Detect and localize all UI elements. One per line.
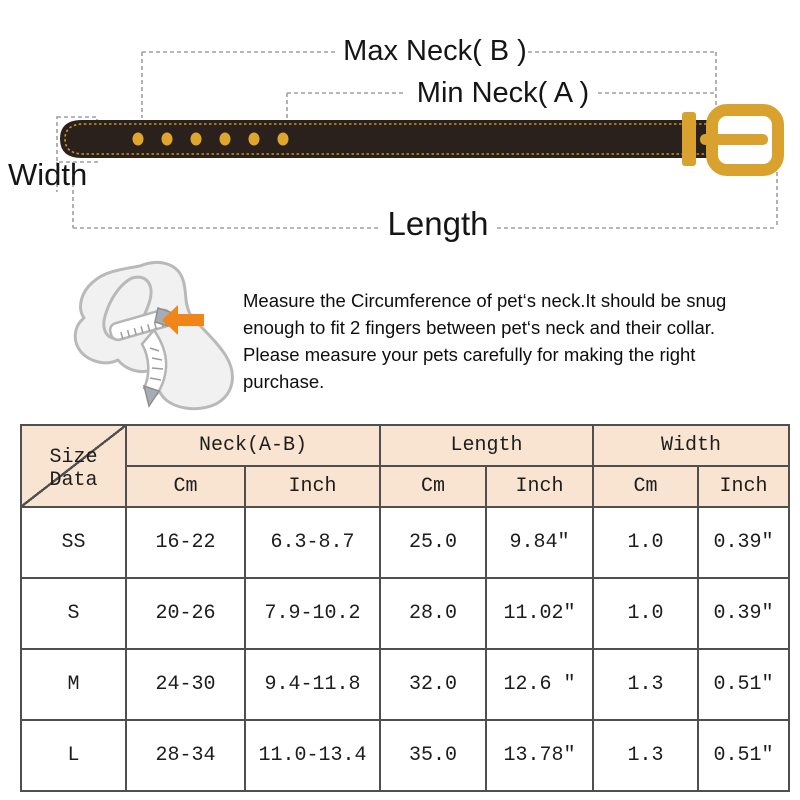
value-cell: 28.0 — [380, 578, 486, 649]
belt-keeper — [682, 112, 696, 166]
value-cell: 20-26 — [126, 578, 245, 649]
value-cell: 1.3 — [593, 720, 698, 791]
size-cell: S — [21, 578, 126, 649]
corner-label: Size Data — [49, 446, 98, 492]
dog-illustration — [68, 256, 240, 414]
min-neck-label: Min Neck( A ) — [416, 77, 590, 109]
unit-header: Inch — [245, 466, 380, 507]
value-cell: 25.0 — [380, 507, 486, 578]
value-cell: 1.0 — [593, 578, 698, 649]
buckle-prong — [700, 134, 768, 145]
value-cell: 32.0 — [380, 649, 486, 720]
collar-strap — [60, 120, 718, 158]
value-cell: 1.0 — [593, 507, 698, 578]
size-cell: M — [21, 649, 126, 720]
value-cell: 0.39″ — [698, 507, 789, 578]
value-cell: 0.39″ — [698, 578, 789, 649]
unit-header: Inch — [698, 466, 789, 507]
collar-hole — [162, 133, 173, 146]
table-row-s — [21, 578, 789, 649]
value-cell: 16-22 — [126, 507, 245, 578]
unit-header: Inch — [486, 466, 593, 507]
value-cell: 0.51″ — [698, 720, 789, 791]
instruction-line: enough to fit 2 fingers between pet‘s neck and their collar. — [243, 317, 716, 338]
collar-hole — [191, 133, 202, 146]
value-cell: 24-30 — [126, 649, 245, 720]
table-corner-cell — [21, 425, 126, 507]
value-cell: 11.0-13.4 — [245, 720, 380, 791]
value-cell: 9.4-11.8 — [245, 649, 380, 720]
collar-hole — [249, 133, 260, 146]
value-cell: 28-34 — [126, 720, 245, 791]
value-cell: 9.84″ — [486, 507, 593, 578]
value-cell: 7.9-10.2 — [245, 578, 380, 649]
instruction-text — [243, 287, 773, 395]
group-header-length: Length — [380, 425, 593, 466]
max-neck-label: Max Neck( B ) — [343, 35, 527, 67]
collar-hole — [133, 133, 144, 146]
group-header-neck: Neck(A-B) — [126, 425, 380, 466]
value-cell: 6.3-8.7 — [245, 507, 380, 578]
table-row-ss — [21, 507, 789, 578]
collar-hole — [220, 133, 231, 146]
unit-header: Cm — [380, 466, 486, 507]
value-cell: 1.3 — [593, 649, 698, 720]
table-group-header-row — [21, 425, 789, 466]
value-cell: 35.0 — [380, 720, 486, 791]
width-label: Width — [8, 157, 88, 192]
unit-header: Cm — [593, 466, 698, 507]
value-cell: 12.6 ″ — [486, 649, 593, 720]
value-cell: 13.78″ — [486, 720, 593, 791]
table-row-m — [21, 649, 789, 720]
value-cell: 0.51″ — [698, 649, 789, 720]
instruction-line: purchase. — [243, 371, 325, 392]
table-unit-header-row — [21, 466, 789, 507]
instruction-line: Measure the Circumference of pet‘s neck.It should be snug — [243, 290, 727, 311]
size-table — [20, 424, 790, 792]
table-row-l — [21, 720, 789, 791]
length-label: Length — [387, 205, 489, 242]
collar-hole — [278, 133, 289, 146]
instruction-line: Please measure your pets carefully for making the right — [243, 344, 696, 365]
group-header-width: Width — [593, 425, 789, 466]
size-cell: L — [21, 720, 126, 791]
unit-header: Cm — [126, 466, 245, 507]
size-cell: SS — [21, 507, 126, 578]
value-cell: 11.02″ — [486, 578, 593, 649]
